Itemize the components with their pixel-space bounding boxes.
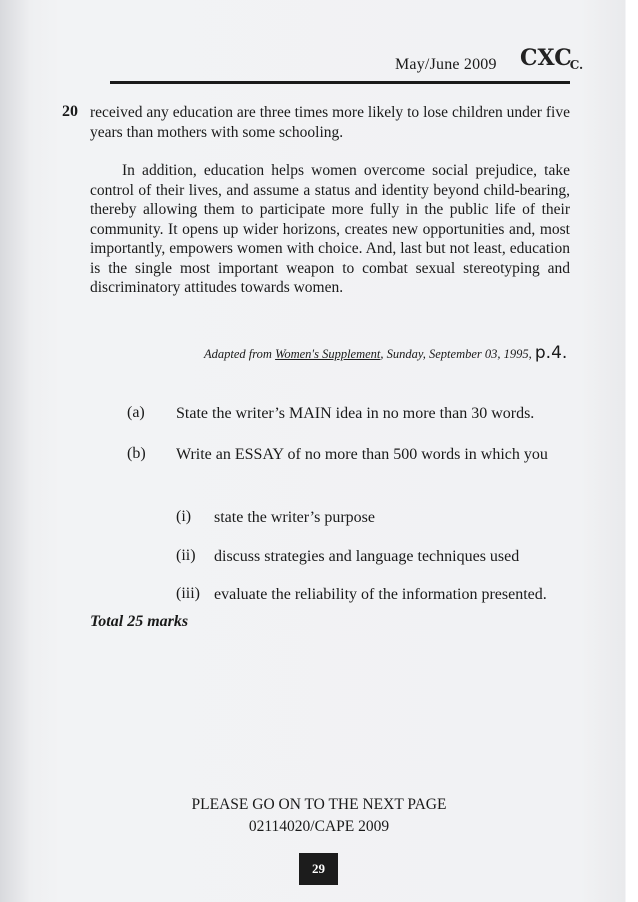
- logo-main: CXC: [520, 45, 572, 71]
- source-prefix: Adapted from: [204, 347, 276, 361]
- page-number-badge: 29: [299, 853, 338, 885]
- source-suffix: , Sunday, September 03, 1995,: [380, 347, 535, 361]
- subpart-i-label: (i): [176, 508, 192, 525]
- passage-paragraph-1: received any education are three times more likely to lose children under five years than mothers with some schooling.: [90, 104, 570, 141]
- part-b-label: (b): [127, 445, 146, 462]
- cxc-logo: [520, 45, 585, 71]
- subpart-i-text: state the writer’s purpose: [214, 509, 375, 526]
- passage-paragraph-2: In addition, education helps women overcome social prejudice, take control of their lives, and assume a status and identity beyond child-bearing, thereby allowing them to participate more fully in the public life of their community. It opens up wider horizons, creates new opportunities and, most importantly, empowers women with choice. And, last but not least, education is the single most important weapon to combat sexual stereotyping and discriminatory attitudes towards women.: [90, 162, 570, 296]
- subpart-iii-text: evaluate the reliability of the information presented.: [214, 586, 547, 603]
- question-number: 20: [62, 103, 78, 120]
- logo-sub: C.: [569, 58, 584, 72]
- next-page-notice: PLEASE GO ON TO THE NEXT PAGE: [191, 796, 447, 813]
- part-a-label: (a): [127, 404, 145, 421]
- exam-session: May/June 2009: [395, 56, 497, 73]
- subpart-iii-label: (iii): [176, 585, 200, 602]
- part-b-text: Write an ESSAY of no more than 500 words in which you: [176, 446, 548, 463]
- subpart-ii-text: discuss strategies and language techniques used: [214, 548, 520, 565]
- source-title: Women's Supplement: [275, 347, 381, 361]
- total-marks: Total 25 marks: [90, 613, 189, 630]
- paper-code: 02114020/CAPE 2009: [248, 818, 390, 835]
- source-page: p.4.: [534, 343, 568, 363]
- subpart-ii-label: (ii): [176, 547, 196, 564]
- header-rule: [110, 81, 570, 84]
- part-a-text: State the writer’s MAIN idea in no more than 30 words.: [176, 405, 535, 422]
- source-citation: [204, 343, 584, 363]
